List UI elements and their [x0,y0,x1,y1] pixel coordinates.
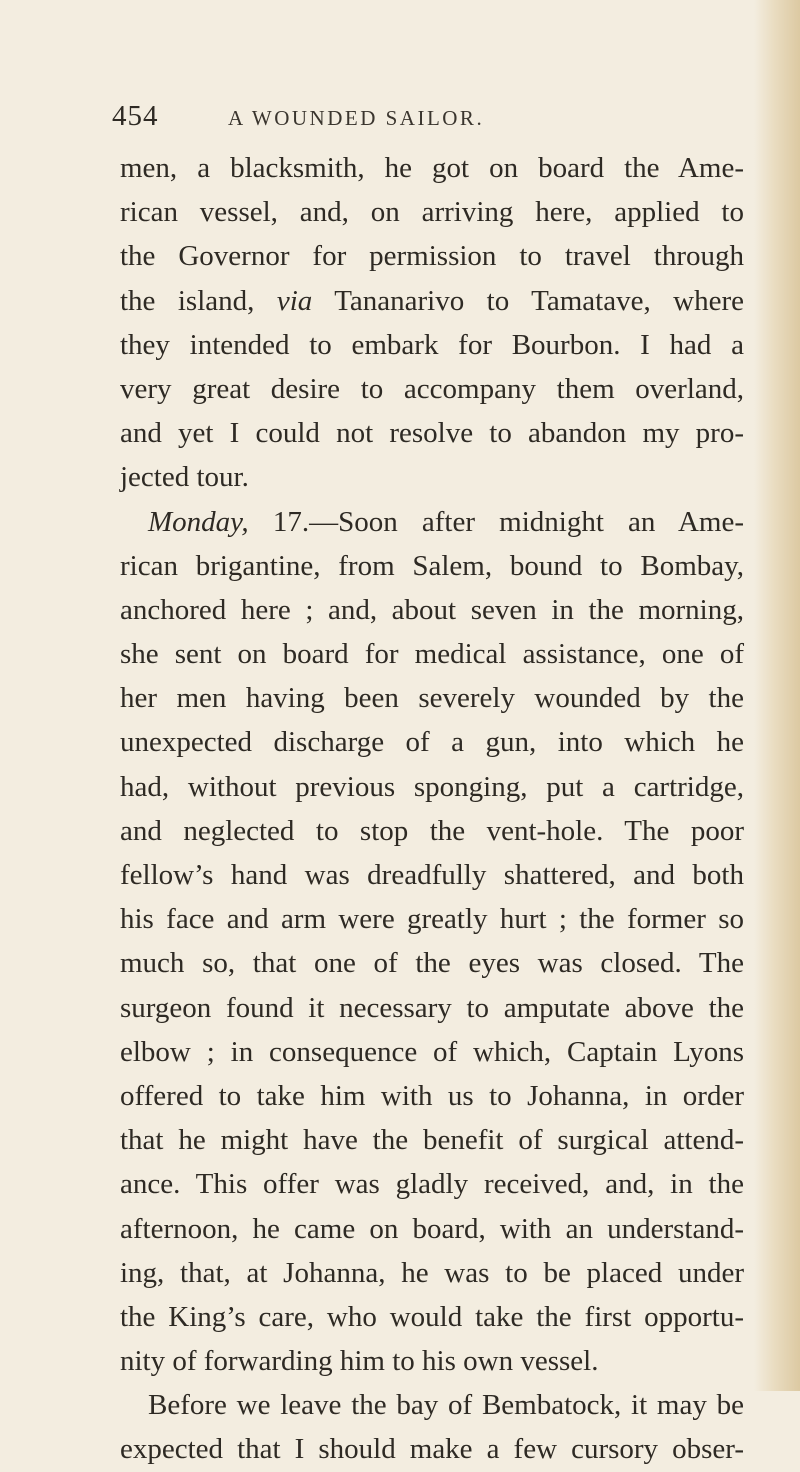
page-edge-shadow [754,0,800,1391]
text-line: the Governor for permission to travel through [120,240,744,273]
text-line: ance. This offer was gladly received, and, in the [120,1168,744,1201]
text-segment: Tananarivo to Tamatave, where [312,284,744,317]
text-line: Before we leave the bay of Bembatock, it may be [148,1389,744,1422]
text-line: jected tour. [120,461,249,494]
text-line: nity of forwarding him to his own vessel. [120,1345,599,1378]
text-line: men, a blacksmith, he got on board the Ame- [120,152,744,184]
body-text [120,146,744,1472]
text-line: anchored here ; and, about seven in the morning, [120,593,744,626]
text-line: offered to take him with us to Johanna, in order [120,1079,744,1112]
text-line: expected that I should make a few cursory obser- [120,1433,744,1466]
text-line: and neglected to stop the vent-hole. The poor [120,814,744,847]
text-line: rican vessel, and, on arriving here, applied to [120,196,744,229]
text-line: unexpected discharge of a gun, into which he [120,726,744,759]
text-line: they intended to embark for Bourbon. I had a [120,328,744,361]
running-head: A WOUNDED SAILOR. [228,106,485,130]
page-header [112,100,732,140]
text-line: and yet I could not resolve to abandon my pro- [120,417,744,450]
text-line [120,279,744,323]
text-line: had, without previous sponging, put a cartridge, [120,770,744,803]
page-number: 454 [112,100,159,132]
italic-word: via [276,284,313,317]
text-line: rican brigantine, from Salem, bound to Bombay, [120,549,744,582]
text-line: the King’s care, who would take the first opportu- [120,1300,744,1333]
text-segment: the island, [120,284,277,317]
text-line: his face and arm were greatly hurt ; the former so [120,903,744,936]
text-line: that he might have the benefit of surgical attend- [120,1124,744,1157]
text-segment: 17.—Soon after midnight an Ame- [248,505,744,538]
italic-date: Monday, [148,505,249,538]
text-line: surgeon found it necessary to amputate above the [120,991,744,1024]
text-line: very great desire to accompany them overland, [120,372,744,405]
text-line: her men having been severely wounded by the [120,682,744,715]
text-line: she sent on board for medical assistance, one of [120,638,744,671]
text-line: afternoon, he came on board, with an understand- [120,1212,744,1245]
text-line: much so, that one of the eyes was closed. The [120,947,744,980]
text-line: ing, that, at Johanna, he was to be placed under [120,1256,744,1289]
text-line [120,500,744,544]
text-line: elbow ; in consequence of which, Captain Lyons [120,1035,744,1068]
text-line: fellow’s hand was dreadfully shattered, and both [120,859,744,891]
